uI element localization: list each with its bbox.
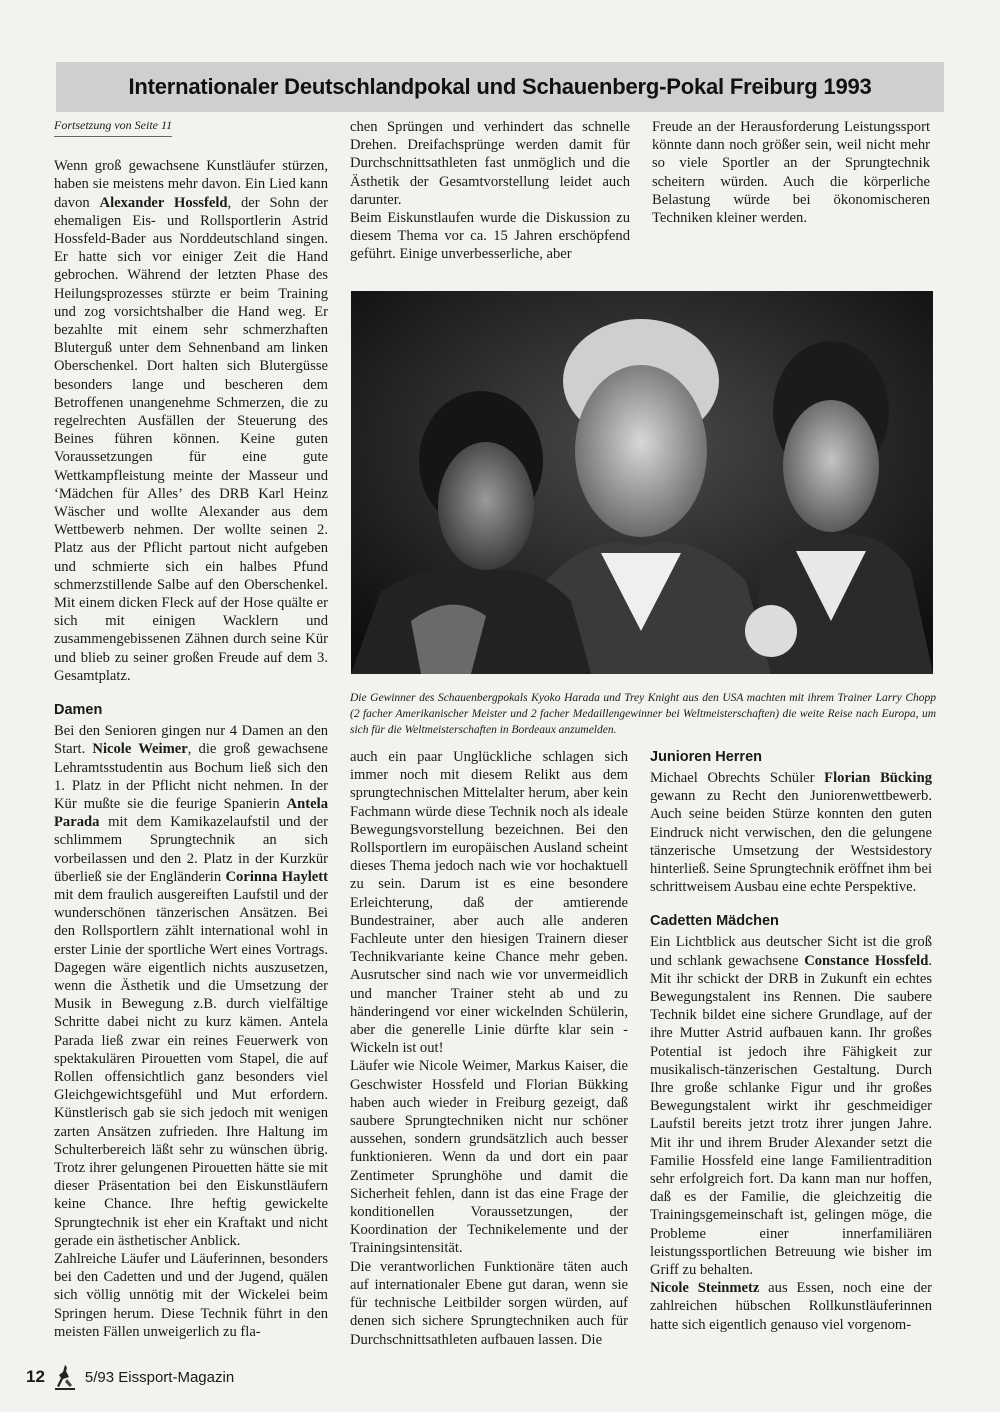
section-heading-junioren: Junioren Herren [650, 749, 762, 765]
paragraph: Läufer wie Nicole Weimer, Markus Kaiser, die Geschwister Hossfeld und Florian Bükking haben auch wieder in Freiburg gezeigt, daß saubere Sprungtechniken nicht nur schöner aussehen, sondern grundsätzlich auch besser funktionieren. Wenn da und dort ein paar Zentimeter Sprunghöhe und damit die Sicherheit fehlen, dann ist das eine Frage der konditionellen Voraussetzungen, der Koordination der Technikelemente und der Trainingsintensität. [350, 1058, 628, 1257]
athlete-name: Florian Bücking [824, 770, 932, 786]
athlete-name: Nicole Steinmetz [650, 1280, 760, 1297]
paragraph: Die verantworlichen Funktionäre täten auch auf internationaler Ebene gut daran, wenn sie für technische Leitbilder sorgen würden, auf denen sich sichere Sprungtechniken auch für Durchschnittsathleten aufbauen lassen. Die [350, 1258, 628, 1348]
page-title: Internationaler Deutschlandpokal und Schauenberg-Pokal Freiburg 1993 [128, 74, 872, 99]
paragraph: Freude an der Herausforderung Leistungssport könnte dann noch größer sein, weil nicht mehr so viele Sportler an der Sprungtechnik scheitern würden. Auch die körperliche Belastung würde bei ökonomischeren Techniken kleiner werden. [652, 119, 930, 227]
zahlreiche-paragraph: Zahlreiche Läufer und Läuferinnen, besonders bei den Cadetten und und der Jugend, quälen sich völlig unnötig mit der Wickelei beim Springen herum. Diese Technik führt in den meisten Fällen unweigerlich zu fla- [54, 1250, 328, 1340]
intro-paragraph: Wenn groß gewachsene Kunstläufer stürzen, haben sie meistens mehr davon. Ein Lied kann davon Alexander Hossfeld, der Sohn der ehemaligen Eis- und Rollsportlerin Astrid Hossfeld-Bader aus Norddeutschland singen. Er hatte sich vor einiger Zeit die Hand gebrochen. Während der letzten Phase des Heilungsprozesses stürzte er beim Training und zog vorsichtshalber die Hand weg. Er bezahlte mit einem sehr schmerzhaften Bluterguß unter dem Sehnenband am linken Oberschenkel. Dort halten sich Blutergüsse besonders lange und bescheren dem Betroffenen unangenehme Schmerzen, die zu regelrechten Ausfällen der Steuerung des Beines führen können. Keine guten Voraussetzungen für eine gute Wettkampfleistung meinte der Masseur und ‘Mädchen für Alles’ des DRB Karl Heinz Wäscher und wollte Alexander aus dem Wettbewerb nehmen. Der wollte seinen 2. Platz aus der Pflicht partout nicht aufgeben und schmierte sich ein halbes Pfund schmerzstillende Salbe auf den Oberschenkel. Mit einem dicken Fleck auf der Hose quälte er sich mit einigen Wacklern und zusammengebissenen Zähnen durch seine Kür und blieb zu seiner großen Freude auf dem 3. Gesamtplatz. [54, 158, 328, 684]
section-heading-cadetten: Cadetten Mädchen [650, 913, 779, 930]
cadetten-paragraph: Ein Lichtblick aus deutscher Sicht ist die groß und schlank gewachsene Constance Hossfeld. Mit ihr schickt der DRB in Zukunft ein echtes Bewegungstalent ins Rennen. Die saubere Technik bildet eine sichere Grundlage, auf der ihre Mutter Astrid aufbauen kann. Ihr großes Potential ist jedoch ihre Fähigkeit zur musikalisch-tänzerischen Gestaltung. Durch Ihre große schlanke Figur und ihr großes Bewegungstalent wirkt ihr geschmeidiger Laufstil bereits jetzt trotz ihrer jungen Jahre. Mit ihr und ihrem Bruder Alexander setzt die Familie Hossfeld eine lange Familientradition sehr erfolgreich fort. Da kann man nur hoffen, daß es der Familie, die gleichzeitig die Trainingsgemeinschaft ist, gelingen möge, die Probleme einer innerfamiliären leistungssportlichen Betreuung wie bisher im Griff zu behalten. [650, 934, 932, 1279]
magazine-issue: 5/93 Eissport-Magazin [84, 1368, 235, 1386]
photo-caption: Die Gewinner des Schauenbergpokals Kyoko Harada und Trey Knight aus den USA machten mit ihrem Trainer Larry Chopp (2 facher Amerikanischer Meister und 2 facher Medaillengewinner bei Weltmeisterschaften) die weite Reise nach Europa, um sich für die Weltmeisterschaften in Bordeaux anzumelden. [350, 692, 936, 736]
athlete-name: Corinna Haylett [225, 868, 328, 885]
continued-note: Fortsetzung von Seite 11 [54, 116, 172, 137]
athlete-name: Antela Parada [54, 795, 328, 831]
column-2-bottom [350, 748, 628, 1349]
page-footer [26, 1362, 234, 1392]
skater-logo-icon [53, 1363, 77, 1391]
column-3-top [652, 118, 930, 227]
athlete-name: Constance Hossfeld [804, 952, 929, 969]
page-number: 12 [26, 1367, 45, 1386]
steinmetz-paragraph: Nicole Steinmetz aus Essen, noch eine der zahlreichen hübschen Rollkunstläuferinnen hatte sich eigentlich genauso viel vorgenom- [650, 1280, 932, 1333]
column-2-top [350, 118, 630, 264]
junioren-paragraph: Michael Obrechts Schüler Florian Bücking gewann zu Recht den Juniorenwettbewerb. Auch seine beiden Stürze konnten den guten Eindruck nicht verwischen, den die gelungene tänzerische Umsetzung der Westsidestory hinterließ. Seine Sprungtechnik eröffnet ihm bei schrittweisem Ausbau eine echte Perspektive. [650, 770, 932, 896]
paragraph: chen Sprüngen und verhindert das schnelle Drehen. Dreifachsprünge werden damit für Durchschnittsathleten fast unmöglich und die Ästhetik der Gesamtvorstellung leidet auch darunter. [350, 119, 630, 208]
paragraph: Beim Eiskunstlaufen wurde die Diskussion zu diesem Thema vor ca. 15 Jahren erschöpfend geführt. Einige unverbesserliche, aber [350, 210, 630, 263]
headline-bar [56, 62, 944, 112]
paragraph: auch ein paar Unglückliche schlagen sich immer noch mit diesem Relikt aus dem sprungtechnischen Mittelalter herum, aber kein Fachmann würde diese Technik noch als ideale Bewegungsvorstellung bezeichnen. Bei den Rollsportlern im europäischen Ausland scheint dieses Thema jedoch nach wie vor hochaktuell zu sein. Darum ist es eine besondere Erleichterung, daß der amtierende Bundestrainer, aber auch alle anderen Fachleute unter den hiesigen Trainern dieser Technikvariante keine Chance mehr geben. Ausrutscher sind nach wie vor unvermeidlich und mancher Trainer steht ab und zu händeringend vor einer wickelnden Schülerin, aber die generelle Linie dürfte klar sein - Wickeln ist out! [350, 749, 628, 1057]
column-3-bottom [650, 748, 932, 1334]
column-1 [54, 116, 328, 1341]
damen-paragraph: Bei den Senioren gingen nur 4 Damen an den Start. Nicole Weimer, die groß gewachsene Lehramtsstudentin aus Bochum ließ sich den 1. Platz in der Pflicht nicht nehmen. In der Kür mußte sie die feurige Spanierin Antela Parada mit dem Kamikazelaufstil und der schlimmem Sprungtechnik an sich vorbeilassen und den 2. Platz in der Kurzkür überließ sie der Engländerin Corinna Haylett mit dem fraulich ausgereiften Laufstil und der wunderschönen tänzerischen Ansätzen. Bei den Rollsportlern zählt international wohl in erster Linie der sportliche Wert eines Vortrags. Dagegen wäre eigentlich nichts auszusetzen, wenn die Ästhetik und die Umsetzung der Musik in Bewegung z.B. durch vielfältige Schritte dabei nicht zu kurz kämen. Antela Parada ließ zwar ein reines Feuerwerk von spektakulären Pirouetten vom Stapel, die auf Rollen offensichtlich ganz besonders viel Gleichgewichtsgefühl und Mut erfordern. Künstlerisch gab sie sich jedoch mit wenigen zarten Ansätzen zufrieden. Ihre Haltung im Schulterbereich läßt sehr zu wünschen übrig. Trotz ihrer gelungenen Pirouetten hätte sie mit dieser Präsentation bei den Eiskunstläufern keine Chance. Ihre heftig gewickelte Sprungtechnik ist eher ein Kraftakt und nicht gerade ein ästhetischer Anblick. [54, 723, 328, 1249]
section-heading-damen: Damen [54, 702, 103, 719]
photo-illustration [351, 291, 933, 674]
athlete-name: Nicole Weimer [92, 741, 188, 758]
athletes-photo [351, 291, 933, 674]
athlete-name: Alexander Hossfeld [99, 194, 228, 211]
